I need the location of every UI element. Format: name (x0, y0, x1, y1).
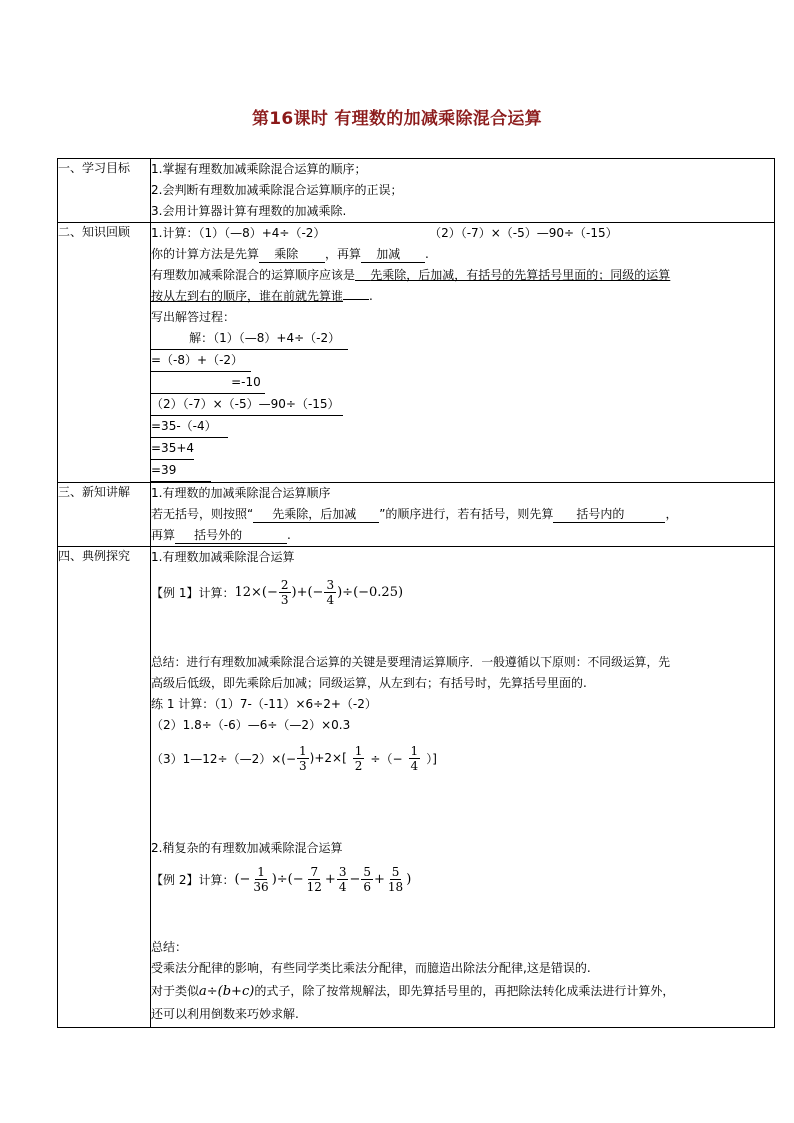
rule-end: ， (665, 507, 678, 521)
expr-op: − (349, 871, 361, 887)
expr-number: 12 (234, 584, 251, 600)
example-2-expression (234, 865, 411, 894)
summary-1-line-1: 总结：进行有理数加减乘除混合运算的关键是要理清运算顺序．一般遵循以下原则：不同级运算，先 (151, 655, 671, 669)
method-line (151, 244, 774, 265)
solution-line-5 (151, 416, 228, 438)
solution-line-7 (151, 460, 211, 482)
solution-text-7: =39 (151, 463, 177, 477)
example-2 (151, 859, 774, 899)
solution-text-3: =-10 (231, 375, 261, 389)
solution-text-6: =35+4 (151, 441, 195, 455)
section-label: 三、新知讲解 (58, 483, 151, 547)
fraction (353, 744, 365, 773)
method-answer-1: 乘除 (274, 247, 299, 261)
solution-line (151, 438, 774, 460)
rule-answer-2: 括号内的 (576, 507, 625, 521)
order-answer-1-text: 先乘除，后加减，有括号的先算括号里面的；同级的运算 (370, 268, 671, 282)
order-blank-tail (343, 299, 369, 300)
denominator: 36 (253, 879, 269, 894)
lesson-table (57, 158, 775, 1028)
write-prompt: 写出解答过程： (151, 310, 236, 324)
solution-line (151, 416, 774, 438)
solution-text-5: =35-（-4） (151, 419, 217, 433)
practice-line-3 (151, 736, 774, 780)
fraction (305, 865, 324, 894)
denominator: 4 (410, 758, 419, 773)
practice-3-middle: )+2×[ (309, 751, 347, 765)
solution-line-4 (151, 394, 343, 416)
solution-text-4: （2）（-7）×（-5）—90÷（-15） (151, 397, 340, 411)
numerator: 2 (280, 577, 289, 592)
practice-3-prefix: （3）1—12÷（—2）×(− (151, 751, 297, 766)
solution-line-2 (151, 350, 251, 372)
example-heading-2: 2.稍复杂的有理数加减乘除混合运算 (151, 841, 343, 855)
fraction (386, 865, 405, 894)
fraction (337, 865, 349, 894)
denominator: 3 (280, 592, 289, 607)
expr-op: )+(− (291, 584, 324, 600)
expr-paren: (− (234, 871, 251, 887)
order-answer-1 (355, 268, 670, 282)
practice-line-2: （2）1.8÷（-6）—6÷（—2）×0.3 (151, 718, 351, 732)
method-middle: ，再算 (325, 247, 362, 261)
section-label: 四、典例探究 (58, 547, 151, 1028)
expr-op: )÷ (337, 584, 354, 600)
summary-2-line: 受乘法分配律的影响，有些同学类比乘法分配律，而臆造出除法分配律,这是错误的. (151, 961, 591, 975)
section-examples (58, 547, 775, 1028)
section-learning-goals (58, 159, 775, 223)
denominator: 4 (326, 592, 335, 607)
section-new-knowledge (58, 483, 775, 547)
rule-answer-3: 括号外的 (194, 528, 243, 542)
order-line-1 (151, 265, 774, 286)
fraction (361, 865, 373, 894)
section-content (151, 159, 775, 223)
practice-line-1: 练 1 计算：（1）7-（-11）×6÷2+（-2） (151, 697, 377, 711)
section-knowledge-review (58, 223, 775, 483)
solution-text-1: 解：（1）（—8）+4÷（-2） (189, 331, 341, 345)
fraction (324, 578, 336, 607)
practice-3-end: ）] (426, 751, 437, 766)
knowledge-heading: 1.有理数的加减乘除混合运算顺序 (151, 486, 331, 500)
summary-2-last: 还可以利用倒数来巧妙求解. (151, 1007, 299, 1021)
solution-line (151, 460, 774, 482)
denominator: 3 (299, 758, 307, 773)
section-content (151, 547, 775, 1028)
calc-line (151, 223, 774, 244)
fraction (251, 865, 270, 894)
expr-paren: ) (406, 871, 412, 887)
section-content (151, 223, 775, 483)
fraction (279, 578, 291, 607)
rule-answer-1: 先乘除，后加减 (272, 507, 357, 521)
rule-end-2: . (287, 528, 291, 542)
example-1-expression (234, 578, 403, 607)
denominator: 18 (387, 879, 404, 894)
section-label: 二、知识回顾 (58, 223, 151, 483)
numerator: 3 (326, 577, 335, 592)
numerator: 5 (391, 864, 400, 879)
example-heading-1: 1.有理数加减乘除混合运算 (151, 550, 295, 564)
denominator: 6 (363, 879, 372, 894)
solution-line (151, 394, 774, 416)
solution-line (151, 328, 774, 350)
expr-tail: (−0.25) (353, 584, 404, 600)
goal-line: 2.会判断有理数加减乘除混合运算顺序的正误； (151, 183, 403, 197)
expr-paren: (− (261, 584, 278, 600)
numerator: 5 (363, 864, 372, 879)
order-prefix: 有理数加减乘除混合的运算顺序应该是 (151, 268, 356, 282)
example-1 (151, 574, 774, 610)
expr-times: × (251, 584, 262, 600)
summary-2-prefix: 对于类似 (151, 984, 200, 998)
section-content (151, 483, 775, 547)
formula: a÷(b+c) (199, 984, 255, 999)
page-title: 第16课时 有理数的加减乘除混合运算 (252, 109, 542, 129)
order-line-2 (151, 286, 774, 307)
rule-prefix: 若无括号，则按照“ (151, 507, 254, 521)
numerator: 1 (354, 743, 363, 758)
example-2-label: 【例 2】计算： (151, 872, 235, 887)
method-blank-1 (259, 247, 325, 263)
method-answer-2: 加减 (376, 247, 401, 261)
fraction (297, 744, 309, 773)
denominator: 4 (338, 879, 347, 894)
summary-2-title: 总结： (151, 940, 188, 954)
rule-prefix-2: 再算 (151, 528, 176, 542)
solution-line-1 (151, 328, 348, 350)
solution-line-3 (151, 372, 265, 394)
summary-1-line-2: 高级后低级，即先乘除后加减；同级运算，从左到右；有括号时，先算括号里面的. (151, 676, 587, 690)
practice-3-middle-2: ÷（− (370, 751, 403, 766)
section-label: 一、学习目标 (58, 159, 151, 223)
expr-op: )÷(− (271, 871, 304, 887)
goal-line: 1.掌握有理数加减乘除混合运算的顺序； (151, 162, 367, 176)
order-answer-2: 按从左到右的顺序，谁在前就先算谁 (151, 289, 344, 303)
numerator: 7 (310, 864, 319, 879)
order-end: . (369, 289, 373, 303)
numerator: 1 (299, 743, 307, 758)
solution-text-2: =（-8）+（-2） (151, 353, 244, 367)
rule-blank-3 (175, 528, 287, 544)
rule-blank-1 (253, 507, 379, 523)
calc-part-1: 1.计算：（1）（—8）+4÷（-2） (151, 226, 326, 240)
rule-line-2 (151, 525, 774, 546)
expr-op: + (324, 871, 336, 887)
solution-line (151, 372, 774, 394)
numerator: 3 (338, 864, 347, 879)
calc-part-2: （2）（-7）×（-5）—90÷（-15） (429, 226, 618, 240)
denominator: 2 (354, 758, 363, 773)
summary-2-formula-line (151, 979, 774, 1004)
numerator: 1 (410, 743, 419, 758)
goal-line: 3.会用计算器计算有理数的加减乘除. (151, 204, 347, 218)
example-1-label: 【例 1】计算： (151, 585, 235, 600)
rule-middle: ”的顺序进行，若有括号，则先算 (379, 507, 554, 521)
rule-blank-2 (553, 507, 665, 523)
fraction (409, 744, 421, 773)
rule-line-1 (151, 504, 774, 525)
method-end: . (425, 247, 429, 261)
method-blank-2 (361, 247, 425, 263)
solution-line-6 (151, 438, 194, 460)
solution-line (151, 350, 774, 372)
denominator: 12 (306, 879, 322, 894)
expr-op: + (374, 871, 385, 887)
summary-2-suffix: 的式子，除了按常规解法，即先算括号里的，再把除法转化成乘法进行计算外， (254, 984, 675, 998)
method-prefix: 你的计算方法是先算 (151, 247, 260, 261)
numerator: 1 (257, 864, 265, 879)
